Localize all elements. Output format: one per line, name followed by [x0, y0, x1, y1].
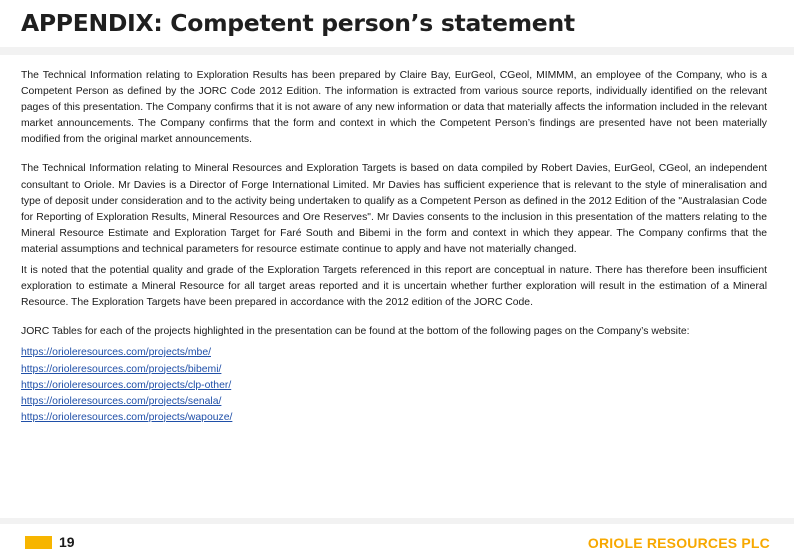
slide-header — [0, 0, 794, 47]
company-name: ORIOLE RESOURCES PLC — [587, 535, 770, 551]
footer-accent-bar — [25, 536, 52, 549]
page-title: APPENDIX: Competent person’s statement — [21, 9, 575, 37]
project-links-list — [21, 345, 767, 425]
link-project-clp-other[interactable]: https://orioleresources.com/projects/clp-other/ — [21, 379, 232, 391]
paragraph-mineral-resources: The Technical Information relating to Mineral Resources and Exploration Targets is based on data compiled by Robert Davies, EurGeol, CGeol, an independent consultant to Oriole. Mr Davies is a Director of Forge International Limited. Mr Davies has sufficient experience that is relevant to the style of mineralisation and type of deposit under consideration and to the activity being undertaken to qualify as a Competent Person as defined in the 2012 Edition of the "Australasian Code for Reporting of Exploration Results, Mineral Resources and Ore Reserves". Mr Davies consents to the inclusion in this presentation of the matters relating to the Mineral Resource Estimate and Exploration Target for Faré South and Bibemi in the form and context in which they appear. The Company confirms that the material assumptions and technical parameters for resource estimate continue to apply and have not materially changed. — [21, 163, 767, 255]
list-item — [21, 394, 767, 410]
list-item — [21, 362, 767, 378]
content-panel — [0, 55, 794, 518]
paragraph-exploration-results: The Technical Information relating to Exploration Results has been prepared by Claire Bay, EurGeol, CGeol, MIMMM, an employee of the Company, who is a Competent Person as defined by the JORC Code 2012 Edition. The information is extracted from various source reports, individually identified on the relevant pages of this presentation. The Company confirms that it is not aware of any new information or data that materially affects the information included in the relevant market announcements. The Company confirms that the form and context in which the Competent Person’s findings are presented have not been materially modified from the original market announcements. — [21, 70, 767, 146]
link-project-wapouze[interactable]: https://orioleresources.com/projects/wapouze/ — [21, 411, 233, 423]
link-project-mbe[interactable]: https://orioleresources.com/projects/mbe/ — [21, 347, 211, 359]
link-project-senala[interactable]: https://orioleresources.com/projects/senala/ — [21, 395, 222, 407]
list-item — [21, 410, 767, 426]
paragraph-jorc-tables: JORC Tables for each of the projects highlighted in the presentation can be found at the bottom of the following pages on the Company’s website: — [21, 326, 690, 338]
page-number: 19 — [59, 534, 75, 550]
list-item — [21, 345, 767, 361]
list-item — [21, 378, 767, 394]
slide-footer — [0, 524, 794, 559]
paragraph-exploration-targets: It is noted that the potential quality and grade of the Exploration Targets referenced in this report are conceptual in nature. There has therefore been insufficient exploration to estimate a Mineral Resource for all target areas reported and it is uncertain whether further exploration will result in the estimation of a Mineral Resource. The Exploration Targets have been prepared in accordance with the 2012 edition of the JORC Code. — [21, 265, 767, 309]
statement-body — [21, 68, 767, 426]
link-project-bibemi[interactable]: https://orioleresources.com/projects/bibemi/ — [21, 363, 222, 375]
